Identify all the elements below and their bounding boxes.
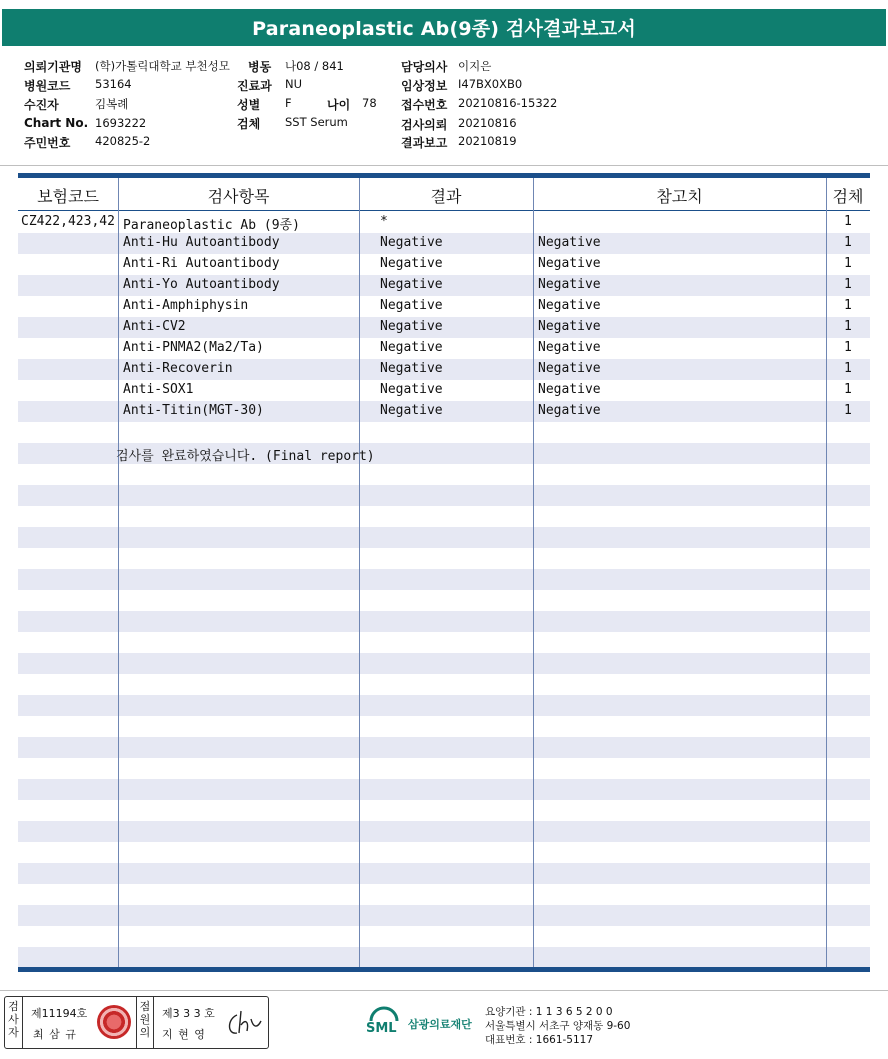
specimen-label: 검체	[237, 117, 261, 131]
seal-stamp-icon	[97, 1005, 131, 1039]
table-row	[18, 317, 870, 338]
institution-phone: 대표번호 : 1661-5117	[485, 1034, 594, 1046]
request-date-value: 20210816	[458, 116, 517, 130]
specimen-count: 1	[844, 277, 852, 292]
report-title: Paraneoplastic Ab(9종) 검사결과보고서	[2, 9, 886, 46]
test-item: Anti-CV2	[123, 319, 186, 334]
header-test-item: 검사항목	[207, 186, 270, 206]
doctor-value: 이지은	[458, 59, 492, 73]
patient-value: 김복례	[95, 97, 129, 111]
final-report-note: 검사를 완료하였습니다. (Final report)	[116, 449, 375, 464]
table-top-rule	[18, 173, 870, 178]
row-stripe	[18, 821, 870, 842]
reference-value: Negative	[538, 277, 601, 292]
footer-divider	[0, 990, 888, 991]
table-row	[18, 233, 870, 254]
ward-value: 나08 / 841	[285, 59, 344, 73]
test-item: Paraneoplastic Ab (9종)	[123, 218, 300, 233]
table-row	[18, 380, 870, 401]
specimen-count: 1	[844, 319, 852, 334]
logo-text: SML	[366, 1021, 397, 1036]
report-date-value: 20210819	[458, 134, 517, 148]
insurance-code: CZ422,423,42	[21, 214, 115, 229]
reference-value: Negative	[538, 403, 601, 418]
result-value: Negative	[380, 298, 443, 313]
test-item: Anti-Recoverin	[123, 361, 233, 376]
receipt-label: 접수번호	[401, 98, 448, 112]
doctor-label: 담당의사	[401, 60, 448, 74]
header-rule	[18, 210, 870, 211]
result-value: Negative	[380, 382, 443, 397]
ward-label: 병동	[248, 60, 272, 74]
specimen-count: 1	[844, 256, 852, 271]
results-table	[18, 173, 870, 973]
reference-value: Negative	[538, 361, 601, 376]
header-specimen: 검체	[832, 186, 864, 206]
test-item: Anti-Ri Autoantibody	[123, 256, 280, 271]
receipt-value: 20210816-15322	[458, 96, 558, 110]
institution-value: (학)가톨릭대학교 부천성모	[95, 59, 230, 73]
patient-label: 수진자	[24, 98, 59, 112]
foundation-name: 삼광의료재단	[408, 1018, 472, 1031]
result-value: Negative	[380, 403, 443, 418]
row-stripe	[18, 695, 870, 716]
reference-value: Negative	[538, 235, 601, 250]
result-value: Negative	[380, 277, 443, 292]
reference-value: Negative	[538, 319, 601, 334]
hospital-code-label: 병원코드	[24, 79, 71, 93]
test-item: Anti-Yo Autoantibody	[123, 277, 280, 292]
row-stripe	[18, 527, 870, 548]
clinical-label: 임상정보	[401, 79, 448, 93]
chart-label: Chart No.	[24, 116, 89, 130]
sex-label: 성별	[237, 98, 261, 112]
test-item: Anti-SOX1	[123, 382, 194, 397]
row-stripe	[18, 611, 870, 632]
table-bottom-rule	[18, 967, 870, 972]
test-item: Anti-Amphiphysin	[123, 298, 249, 313]
clinical-value: I47BX0XB0	[458, 77, 523, 91]
report-date-label: 결과보고	[401, 136, 448, 150]
tester-license: 제11194호	[31, 1007, 88, 1020]
result-value: Negative	[380, 235, 443, 250]
result-value: Negative	[380, 361, 443, 376]
specimen-count: 1	[844, 340, 852, 355]
row-stripe	[18, 905, 870, 926]
reference-value: Negative	[538, 340, 601, 355]
row-stripe	[18, 569, 870, 590]
table-row	[18, 296, 870, 317]
sex-value: F	[285, 96, 292, 110]
table-row	[18, 275, 870, 296]
table-row	[18, 254, 870, 275]
row-stripe	[18, 779, 870, 800]
specimen-count: 1	[844, 298, 852, 313]
patient-info	[0, 50, 888, 165]
tester-label: 검사자	[5, 997, 23, 1048]
result-value: Negative	[380, 256, 443, 271]
id-label: 주민번호	[24, 136, 71, 150]
age-value: 78	[362, 96, 377, 110]
institution-address: 서울특별시 서초구 양재동 9-60	[485, 1020, 631, 1032]
header-reference: 참고치	[656, 186, 703, 206]
specimen-count: 1	[844, 214, 852, 229]
signature-box	[4, 996, 269, 1049]
table-row	[18, 212, 870, 233]
test-item: Anti-Hu Autoantibody	[123, 235, 280, 250]
test-item: Anti-Titin(MGT-30)	[123, 403, 264, 418]
institution-label: 의뢰기관명	[24, 60, 82, 74]
title-bar	[0, 0, 888, 46]
reference-value: Negative	[538, 382, 601, 397]
test-item: Anti-PNMA2(Ma2/Ta)	[123, 340, 264, 355]
reference-value: Negative	[538, 298, 601, 313]
specimen-count: 1	[844, 235, 852, 250]
row-stripe	[18, 863, 870, 884]
hospital-code-value: 53164	[95, 77, 132, 91]
dept-label: 진료과	[237, 79, 272, 93]
request-date-label: 검사의뢰	[401, 118, 448, 132]
table-row	[18, 401, 870, 422]
row-stripe	[18, 737, 870, 758]
header-insurance-code: 보험코드	[37, 186, 99, 206]
institution-number: 요양기관 : 1 1 3 6 5 2 0 0	[485, 1006, 613, 1018]
confirmer-label: 점원의	[136, 997, 154, 1048]
chart-value: 1693222	[95, 116, 147, 130]
signature-icon	[223, 1007, 263, 1039]
table-row	[18, 359, 870, 380]
row-stripe	[18, 485, 870, 506]
specimen-count: 1	[844, 403, 852, 418]
confirmer-license: 제3 3 3 호	[162, 1007, 215, 1020]
tester-name: 최 삼 규	[33, 1028, 77, 1041]
specimen-count: 1	[844, 382, 852, 397]
result-value: Negative	[380, 319, 443, 334]
specimen-value: SST Serum	[285, 115, 348, 129]
id-value: 420825-2	[95, 134, 151, 148]
specimen-count: 1	[844, 361, 852, 376]
confirmer-name: 지 현 영	[162, 1028, 206, 1041]
reference-value: Negative	[538, 256, 601, 271]
result-value: Negative	[380, 340, 443, 355]
table-row	[18, 338, 870, 359]
sml-logo-icon	[365, 1001, 403, 1039]
info-divider	[0, 165, 888, 166]
row-stripe	[18, 653, 870, 674]
dept-value: NU	[285, 77, 303, 91]
row-stripe	[18, 947, 870, 968]
age-label: 나이	[327, 98, 351, 112]
header-result: 결과	[430, 186, 462, 206]
result-value: *	[380, 214, 388, 229]
